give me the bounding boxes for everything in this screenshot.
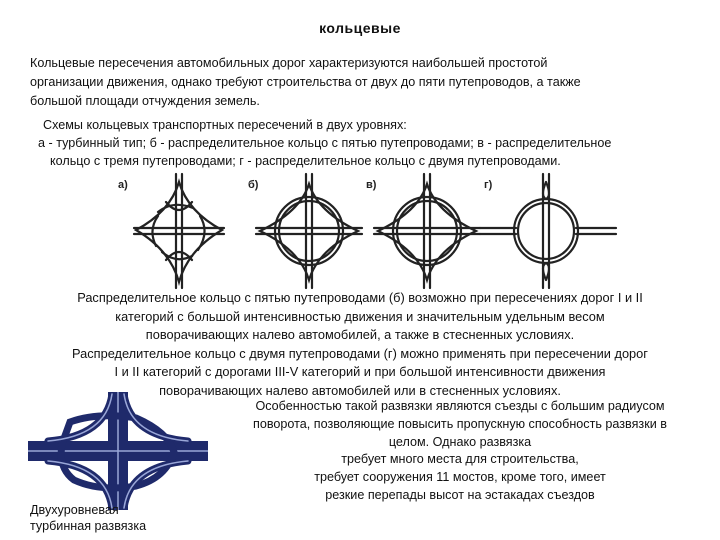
paragraph-line: I и II категорий с дорогами III-V категорий и при большой интенсивности движения [114, 364, 606, 379]
schemes-line: а - турбинный тип; б - распределительное кольцо с пятью путепроводами; в - распределительное [38, 136, 612, 150]
turbine-interchange-illustration [28, 392, 208, 510]
paragraph-line: резкие перепады высот на эстакадах съездов [325, 487, 595, 502]
schemes-caption [38, 116, 678, 170]
paragraph-line: Особенностью такой развязки являются съезды с большим радиусом [255, 399, 665, 413]
page-title: кольцевые [319, 20, 401, 36]
paragraph-line: Распределительное кольцо с двумя путепроводами (г) можно применять при пересечении дорог [72, 345, 648, 361]
intro-line: организации движения, однако требуют строительства от двух до пяти путепроводов, а также [30, 75, 581, 89]
scheme-c-label: в) [366, 179, 377, 191]
scheme-d-label: г) [484, 179, 493, 191]
scheme-c-diagram [374, 174, 480, 288]
paragraph-line: требует сооружения 11 мостов, кроме того, имеет [314, 470, 606, 485]
scheme-a-diagram [134, 174, 224, 288]
paragraph-line: поворачивающих налево автомобилей, а также в стесненных условиях. [145, 327, 575, 342]
paragraph-line: поворота, позволяющие повысить пропускную способность развязки в [253, 416, 667, 431]
ring-description-paragraph [30, 289, 690, 400]
intro-line: большой площади отчуждения земель. [30, 94, 260, 108]
schemes-line: Схемы кольцевых транспортных пересечений в двух уровнях: [43, 118, 407, 132]
paragraph-line: поворачивающих налево автомобилей или в стесненных условиях. [159, 382, 561, 398]
schemes-line: кольцо с тремя путепроводами; г - распределительное кольцо с двумя путепроводами. [50, 154, 561, 168]
interchange-schemes-figure [118, 172, 618, 290]
paragraph-line: требует много места для строительства, [341, 452, 579, 467]
scheme-d-diagram [480, 174, 616, 288]
turbine-description-paragraph [215, 398, 705, 505]
caption-line: Двухуровневая [30, 503, 119, 517]
paragraph-line: категорий с большой интенсивностью движения и значительным удельным весом [115, 308, 605, 324]
paragraph-line: Распределительное кольцо с пятью путепроводами (б) возможно при пересечениях дорог I и II [77, 290, 643, 305]
paragraph-line: целом. Однако развязка [388, 434, 532, 449]
scheme-b-label: б) [248, 179, 259, 191]
caption-line: турбинная развязка [30, 519, 147, 533]
turbine-caption [30, 502, 146, 534]
scheme-a-label: а) [118, 179, 128, 191]
scheme-b-diagram [256, 174, 362, 288]
intro-line: Кольцевые пересечения автомобильных дорог характеризуются наибольшей простотой [30, 56, 548, 70]
intro-paragraph [30, 54, 670, 111]
